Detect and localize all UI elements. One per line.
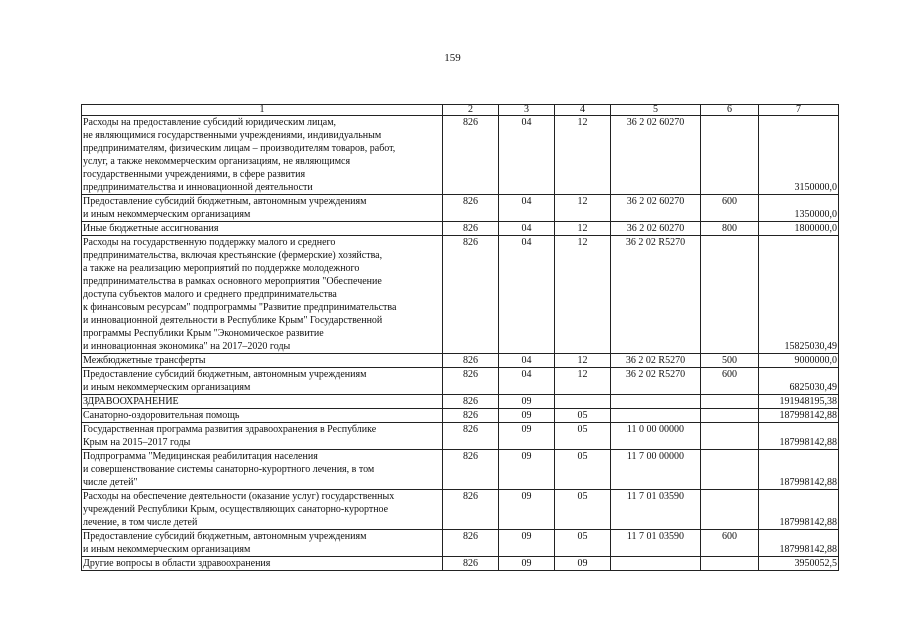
- row-section-code: 04: [499, 195, 555, 222]
- table-row: [82, 368, 839, 395]
- row-section-code: 09: [499, 530, 555, 557]
- row-section-code: 04: [499, 116, 555, 195]
- row-subsection-code: 05: [555, 423, 611, 450]
- row-expense-type: [701, 409, 759, 423]
- row-ved-code: 826: [443, 423, 499, 450]
- row-ved-code: 826: [443, 490, 499, 530]
- row-ved-code: 826: [443, 236, 499, 354]
- row-target-article: 11 7 01 03590: [611, 490, 701, 530]
- row-target-article: 36 2 02 60270: [611, 116, 701, 195]
- column-header: 7: [759, 105, 839, 116]
- row-name: Предоставление субсидий бюджетным, автономным учреждениям и иным некоммерческим организациям: [82, 530, 443, 557]
- row-name: Иные бюджетные ассигнования: [82, 222, 443, 236]
- row-amount: 3950052,5: [759, 557, 839, 571]
- column-header: 2: [443, 105, 499, 116]
- table-row: [82, 450, 839, 490]
- row-ved-code: 826: [443, 395, 499, 409]
- row-amount: 3150000,0: [759, 116, 839, 195]
- row-expense-type: [701, 395, 759, 409]
- row-ved-code: 826: [443, 195, 499, 222]
- row-section-code: 09: [499, 490, 555, 530]
- row-section-code: 04: [499, 354, 555, 368]
- row-amount: 187998142,88: [759, 530, 839, 557]
- row-name: Подпрограмма "Медицинская реабилитация населения и совершенствование системы санаторно-курортного лечения, в том числе детей": [82, 450, 443, 490]
- row-subsection-code: 09: [555, 557, 611, 571]
- row-section-code: 09: [499, 557, 555, 571]
- table-row: [82, 222, 839, 236]
- row-subsection-code: [555, 395, 611, 409]
- row-subsection-code: 12: [555, 368, 611, 395]
- row-target-article: 11 7 00 00000: [611, 450, 701, 490]
- row-expense-type: [701, 490, 759, 530]
- row-name: Другие вопросы в области здравоохранения: [82, 557, 443, 571]
- row-ved-code: 826: [443, 354, 499, 368]
- row-section-code: 09: [499, 450, 555, 490]
- row-section-code: 04: [499, 222, 555, 236]
- row-subsection-code: 12: [555, 354, 611, 368]
- row-section-code: 09: [499, 395, 555, 409]
- page-number: 159: [444, 52, 461, 64]
- row-subsection-code: 12: [555, 222, 611, 236]
- row-subsection-code: 12: [555, 195, 611, 222]
- row-section-code: 09: [499, 409, 555, 423]
- column-header: 6: [701, 105, 759, 116]
- row-target-article: 36 2 02 R5270: [611, 354, 701, 368]
- row-name: Расходы на государственную поддержку малого и среднего предпринимательства, включая крестьянские (фермерские) хозяйства, а также на реализацию мероприятий по поддержке молодежного предпринимательства в рамках основного мероприятия "Обеспечение доступа субъектов малого и среднего предпринимательства к финансовым ресурсам" подпрограммы "Развитие предпринимательства и инновационной деятельности в Республике Крым" Государственной программы Республики Крым "Экономическое развитие и инновационная экономика" на 2017–2020 годы: [82, 236, 443, 354]
- row-ved-code: 826: [443, 450, 499, 490]
- row-name: ЗДРАВООХРАНЕНИЕ: [82, 395, 443, 409]
- table-row: [82, 423, 839, 450]
- row-amount: 1350000,0: [759, 195, 839, 222]
- table-row: [82, 557, 839, 571]
- row-amount: 15825030,49: [759, 236, 839, 354]
- row-amount: 187998142,88: [759, 409, 839, 423]
- row-name: Санаторно-оздоровительная помощь: [82, 409, 443, 423]
- row-section-code: 04: [499, 236, 555, 354]
- row-amount: 9000000,0: [759, 354, 839, 368]
- table-row: [82, 395, 839, 409]
- row-name: Расходы на обеспечение деятельности (оказание услуг) государственных учреждений Республики Крым, осуществляющих санаторно-курортное лечение, в том числе детей: [82, 490, 443, 530]
- table-row: [82, 354, 839, 368]
- column-header: 3: [499, 105, 555, 116]
- row-expense-type: [701, 236, 759, 354]
- row-name: Предоставление субсидий бюджетным, автономным учреждениям и иным некоммерческим организациям: [82, 368, 443, 395]
- row-amount: 187998142,88: [759, 450, 839, 490]
- row-expense-type: 500: [701, 354, 759, 368]
- row-ved-code: 826: [443, 409, 499, 423]
- row-section-code: 04: [499, 368, 555, 395]
- row-expense-type: [701, 450, 759, 490]
- row-name: Государственная программа развития здравоохранения в Республике Крым на 2015–2017 годы: [82, 423, 443, 450]
- row-target-article: [611, 557, 701, 571]
- row-ved-code: 826: [443, 530, 499, 557]
- row-expense-type: [701, 116, 759, 195]
- table-row: [82, 530, 839, 557]
- row-expense-type: [701, 557, 759, 571]
- row-ved-code: 826: [443, 116, 499, 195]
- row-ved-code: 826: [443, 222, 499, 236]
- row-target-article: [611, 395, 701, 409]
- row-name: Предоставление субсидий бюджетным, автономным учреждениям и иным некоммерческим организациям: [82, 195, 443, 222]
- row-expense-type: 800: [701, 222, 759, 236]
- table-row: [82, 409, 839, 423]
- row-target-article: 11 7 01 03590: [611, 530, 701, 557]
- row-name: Расходы на предоставление субсидий юридическим лицам, не являющимися государственными учреждениями, индивидуальным предпринимателям, физическим лицам – производителям товаров, работ, услуг, а также некоммерческим организациям, не являющимся государственными учреждениями, в сфере развития предпринимательства и инновационной деятельности: [82, 116, 443, 195]
- table-row: [82, 236, 839, 354]
- row-expense-type: 600: [701, 195, 759, 222]
- column-header: 4: [555, 105, 611, 116]
- column-header: 1: [82, 105, 443, 116]
- row-target-article: 36 2 02 R5270: [611, 236, 701, 354]
- table-row: [82, 116, 839, 195]
- row-ved-code: 826: [443, 557, 499, 571]
- row-subsection-code: 12: [555, 236, 611, 354]
- table-row: [82, 195, 839, 222]
- row-amount: 6825030,49: [759, 368, 839, 395]
- row-subsection-code: 05: [555, 450, 611, 490]
- row-target-article: [611, 409, 701, 423]
- row-target-article: 11 0 00 00000: [611, 423, 701, 450]
- row-expense-type: 600: [701, 368, 759, 395]
- row-expense-type: 600: [701, 530, 759, 557]
- row-subsection-code: 05: [555, 530, 611, 557]
- row-name: Межбюджетные трансферты: [82, 354, 443, 368]
- row-target-article: 36 2 02 R5270: [611, 368, 701, 395]
- row-amount: 187998142,88: [759, 490, 839, 530]
- row-amount: 1800000,0: [759, 222, 839, 236]
- row-target-article: 36 2 02 60270: [611, 195, 701, 222]
- row-subsection-code: 05: [555, 490, 611, 530]
- row-subsection-code: 12: [555, 116, 611, 195]
- row-expense-type: [701, 423, 759, 450]
- row-target-article: 36 2 02 60270: [611, 222, 701, 236]
- table-row: [82, 490, 839, 530]
- row-subsection-code: 05: [555, 409, 611, 423]
- column-header: 5: [611, 105, 701, 116]
- row-ved-code: 826: [443, 368, 499, 395]
- row-amount: 191948195,38: [759, 395, 839, 409]
- table-header-row: [82, 105, 839, 116]
- row-section-code: 09: [499, 423, 555, 450]
- budget-table: [81, 104, 839, 571]
- row-amount: 187998142,88: [759, 423, 839, 450]
